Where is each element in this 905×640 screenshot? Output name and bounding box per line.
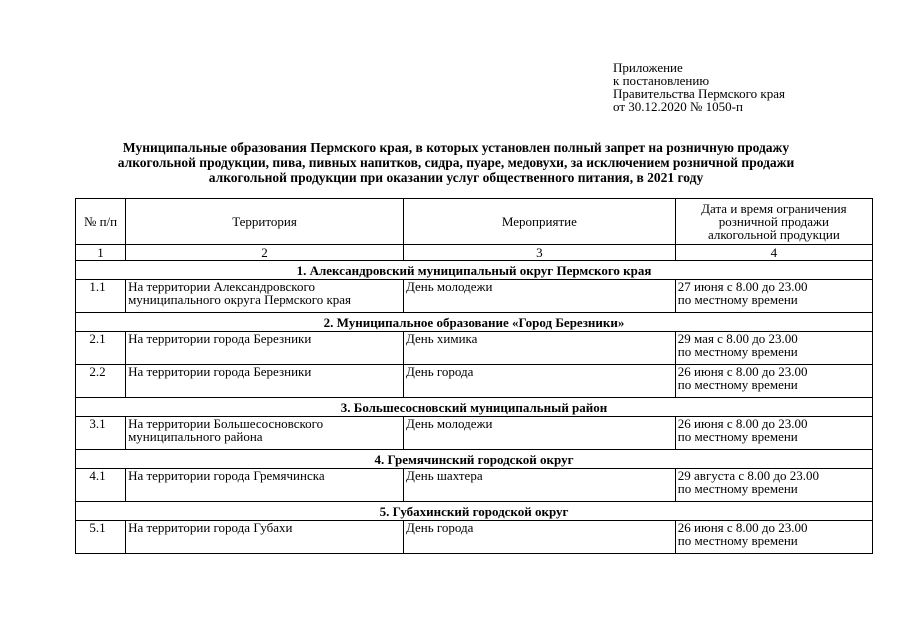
appendix-line: к постановлению (613, 73, 710, 88)
appendix-line: Правительства Пермского края (613, 86, 785, 101)
row-date (675, 332, 872, 365)
table-row (76, 332, 873, 365)
column-number: 2 (126, 245, 404, 261)
section-row (76, 398, 873, 417)
date-line: по местному времени (677, 292, 798, 307)
section-row (76, 450, 873, 469)
row-number: 1.1 (76, 280, 126, 313)
document-title (60, 140, 852, 185)
row-date (675, 521, 872, 554)
row-territory (126, 332, 404, 365)
row-event: День молодежи (403, 417, 675, 450)
date-line: по местному времени (677, 533, 798, 548)
title-line: Муниципальные образования Пермского края, в которых установлен полный запрет на розничную продажу (122, 140, 790, 155)
section-row (76, 502, 873, 521)
row-territory (126, 365, 404, 398)
header-event: Мероприятие (403, 199, 675, 245)
row-number: 2.2 (76, 365, 126, 398)
row-event: День города (403, 365, 675, 398)
territory-line: На территории города Березники (128, 364, 312, 379)
header-date-line: розничной продажи (718, 214, 829, 229)
row-number: 5.1 (76, 521, 126, 554)
date-line: по местному времени (677, 377, 798, 392)
section-title: 2. Муниципальное образование «Город Березники» (76, 313, 873, 332)
column-number: 3 (403, 245, 675, 261)
column-numbers-row (76, 245, 873, 261)
table-row (76, 417, 873, 450)
appendix-block (613, 61, 785, 113)
title-line: алкогольной продукции, пива, пивных напитков, сидра, пуаре, медовухи, за исключением розничной продажи (117, 155, 795, 170)
row-event: День химика (403, 332, 675, 365)
territory-line: На территории Большесосновского (128, 416, 324, 431)
header-num: № п/п (76, 199, 126, 245)
row-territory (126, 417, 404, 450)
header-date (675, 199, 872, 245)
table-row (76, 365, 873, 398)
table-row (76, 280, 873, 313)
territory-line: На территории города Гремячинска (128, 468, 325, 483)
row-date (675, 280, 872, 313)
section-title: 1. Александровский муниципальный округ Пермского края (76, 261, 873, 280)
appendix-line: Приложение (613, 60, 683, 75)
territory-line: На территории города Березники (128, 331, 312, 346)
column-number: 1 (76, 245, 126, 261)
row-date (675, 469, 872, 502)
date-line: 29 мая с 8.00 до 23.00 (677, 331, 798, 346)
row-date (675, 365, 872, 398)
row-date (675, 417, 872, 450)
table-row (76, 521, 873, 554)
section-title: 5. Губахинский городской округ (76, 502, 873, 521)
date-line: 27 июня с 8.00 до 23.00 (677, 279, 808, 294)
section-title: 4. Гремячинский городской округ (76, 450, 873, 469)
row-event: День города (403, 521, 675, 554)
row-territory (126, 521, 404, 554)
header-date-line: алкогольной продукции (707, 227, 840, 242)
row-number: 4.1 (76, 469, 126, 502)
section-row (76, 313, 873, 332)
date-line: 26 июня с 8.00 до 23.00 (677, 520, 808, 535)
header-territory: Территория (126, 199, 404, 245)
territory-line: муниципального района (128, 429, 263, 444)
header-date-line: Дата и время ограничения (701, 201, 847, 216)
row-number: 2.1 (76, 332, 126, 365)
date-line: по местному времени (677, 481, 798, 496)
column-number: 4 (675, 245, 872, 261)
territory-line: На территории Александровского (128, 279, 315, 294)
row-number: 3.1 (76, 417, 126, 450)
row-event: День шахтера (403, 469, 675, 502)
date-line: 26 июня с 8.00 до 23.00 (677, 364, 808, 379)
title-line: алкогольной продукции при оказании услуг общественного питания, в 2021 году (208, 170, 704, 185)
table-header-row (76, 199, 873, 245)
date-line: по местному времени (677, 344, 798, 359)
table-row (76, 469, 873, 502)
territory-line: муниципального округа Пермского края (128, 292, 352, 307)
date-line: по местному времени (677, 429, 798, 444)
row-event: День молодежи (403, 280, 675, 313)
appendix-line: от 30.12.2020 № 1050-п (613, 99, 743, 114)
row-territory (126, 469, 404, 502)
date-line: 26 июня с 8.00 до 23.00 (677, 416, 808, 431)
restrictions-table (75, 198, 873, 554)
territory-line: На территории города Губахи (128, 520, 293, 535)
row-territory (126, 280, 404, 313)
date-line: 29 августа с 8.00 до 23.00 (677, 468, 820, 483)
section-row (76, 261, 873, 280)
section-title: 3. Большесосновский муниципальный район (76, 398, 873, 417)
